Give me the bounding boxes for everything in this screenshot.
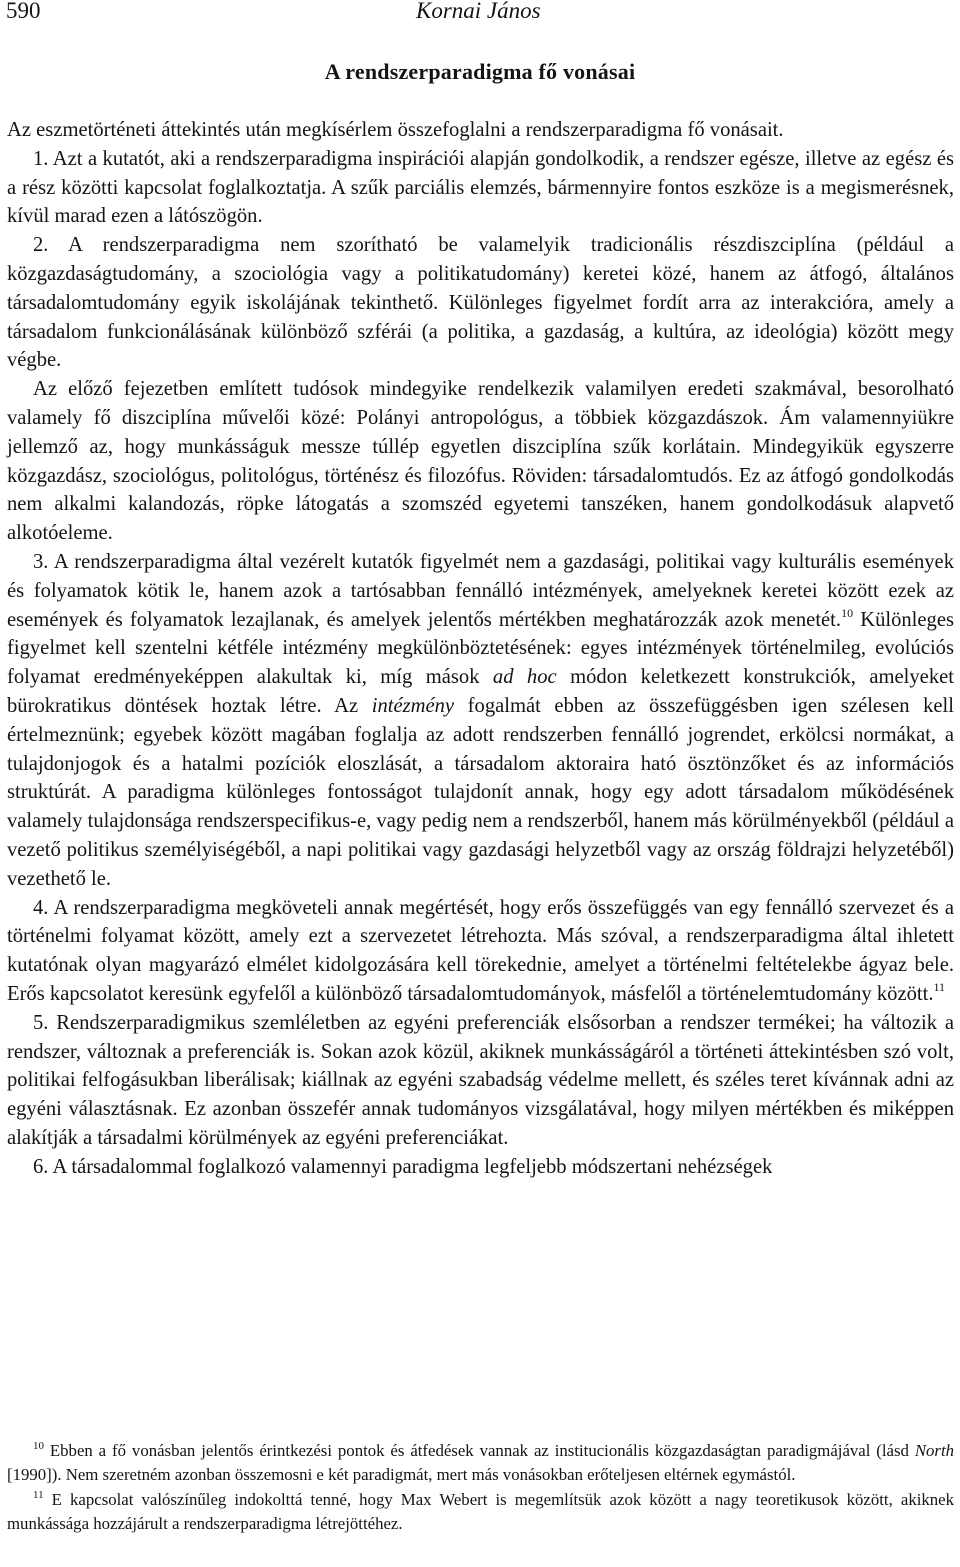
intro-paragraph: Az eszmetörténeti áttekintés után megkísérlem összefoglalni a rendszerparadigma fő vonásait. xyxy=(7,119,784,141)
point-5-paragraph: 5. Rendszerparadigmikus szemléletben az egyéni preferenciák elsősorban a rendszer termékei; ha változik a rendszer, változnak a preferenciák is. Sokan azok közül, akiknek munkásságáról a történeti áttekintésben szó volt, politikai felfogásukban liberálisak; kiállnak az egyéni szabadság védelme mellett, és széles teret kívánnak adni az egyéni választásnak. Ez azonban összefér annak tudományos vizsgálatával, hogy milyen mértékben és miképpen alakítják a társadalmi körülmények az egyéni preferenciákat. xyxy=(7,1011,954,1149)
point-3-text-c: módon keletkezett konstrukciók, amelyeket bürokratikus döntések hoztak létre. Az xyxy=(7,666,954,717)
footnote-11-number: 11 xyxy=(33,1489,44,1501)
body-text xyxy=(7,116,954,1181)
section-title: A rendszerparadigma fő vonásai xyxy=(324,59,636,84)
page-number: 590 xyxy=(6,0,41,23)
footnotes xyxy=(7,1439,954,1537)
point-3-text-d: fogalmát ebben az összefüggésben igen szélesen kell értelmeznünk; egyebek között magában foglalja az adott rendszerben fennálló jogrendet, erkölcsi normákat, a tulajdonjogok és a hatalmi pozíciók eloszlását, a társadalom aktoraira ható ösztönzőket és az információs struktúrát. A paradigma különleges fontosságot tulajdonít annak, hogy egy adott társadalom működésének valamely tulajdonsága rendszerspecifikus-e, vagy pedig nem a rendszerből, hanem más körülményekből (például a vezető politikus személyiségéből, a napi politikai vagy gazdasági helyzetből vagy az ország földrajzi helyzetéből) vezethető le. xyxy=(7,694,954,890)
footnote-10-number: 10 xyxy=(33,1440,44,1452)
point-3-paragraph xyxy=(7,548,954,894)
point-2-paragraph: 2. A rendszerparadigma nem szorítható be valamelyik tradicionális részdiszciplína (például a közgazdaságtudomány, a szociológia vagy a politikatudomány) keretei közé, hanem az átfogó, általános társadalomtudomány egyik iskolájának tekinthető. Különleges figyelmet fordít arra az interakcióra, amely a társadalom funkcionálásának különböző szférái (a politika, a gazdaság, a kultúra, az ideológia) között megy végbe. xyxy=(7,234,954,372)
page-header xyxy=(6,0,952,28)
point-3-italic-ad-hoc: ad hoc xyxy=(492,666,557,689)
footnote-ref-11: 11 xyxy=(933,979,946,994)
point-3-italic-intezmeny: intézmény xyxy=(371,694,455,717)
footnote-10-text-a: Ebben a fő vonásban jelentős érintkezési pontok és átfedések vannak az institucionális közgazdaságtan paradigmájával (lásd xyxy=(44,1441,915,1460)
point-4-text: 4. A rendszerparadigma megköveteli annak megértését, hogy erős összefüggés van egy fennálló szervezet és a történelmi folyamat között, amely ezt a szervezetet létrehozta. Más szóval, a rendszerparadigma által ihletett kutatónak olyan magyarázó elmélet kidolgozására kell törekednie, amelyet a történelmi feltételekbe ágyaz bele. Erős kapcsolatot keresünk egyfelől a különböző társadalomtudományok, másfelől a történelemtudomány között. xyxy=(7,896,954,1005)
footnote-11-text: E kapcsolat valószínűleg indokolttá tenné, hogy Max Webert is megemlítsük azok között a nagy teoretikusok között, akiknek munkássága hozzájárult a rendszerparadigma létrejöttéhez. xyxy=(7,1490,954,1533)
running-head-author: Kornai János xyxy=(416,0,541,23)
footnote-11 xyxy=(7,1488,954,1536)
point-1-paragraph: 1. Azt a kutatót, aki a rendszerparadigma inspirációi alapján gondolkodik, a rendszer egésze, illetve az egész és a rész közötti kapcsolat foglalkoztatja. A szűk parciális elemzés, bármennyire fontos eszköze is a megismerésnek, kívül marad ezen a látószögön. xyxy=(7,147,954,228)
point-4-paragraph xyxy=(7,894,954,1009)
point-2-continuation-paragraph: Az előző fejezetben említett tudósok mindegyike rendelkezik valamilyen eredeti szakmával, besorolható valamely fő diszciplína művelői közé: Polányi antropológus, a többiek közgazdászok. Ám valamennyiükre jellemző az, hogy munkásságuk messze túllép egyetlen diszciplína szűk korlátain. Mindegyikük egyszerre közgazdász, szociológus, politológus, történész és filozófus. Röviden: társadalomtudós. Ez az átfogó gondolkodás nem alkalmi kalandozás, röpke látogatás a szomszéd egyetemi tanszéken, hanem gondolkodásuk alapvető alkotóeleme. xyxy=(7,378,954,545)
point-6-paragraph: 6. A társadalommal foglalkozó valamennyi paradigma legfeljebb módszertani nehézségek xyxy=(33,1155,773,1178)
point-3-text-b: Különleges figyelmet kell szentelni kétféle intézmény megkülönböztetésének: egyes intézmények történelmileg, evolúciós folyamat eredményeképpen alakultak ki, míg mások xyxy=(7,608,954,689)
footnote-10 xyxy=(7,1439,954,1487)
footnote-10-italic-north: North xyxy=(914,1441,954,1460)
footnote-10-text-b: [1990]). Nem szeretném azonban összemosni e két paradigmát, mert más vonásokban erőteljesen eltérnek egymástól. xyxy=(7,1465,796,1484)
footnote-ref-10: 10 xyxy=(841,605,854,620)
point-3-text-a: 3. A rendszerparadigma által vezérelt kutatók figyelmét nem a gazdasági, politikai vagy kulturális események és folyamatok kötik le, hanem azok a tartósabban fennálló intézmények, amelyeknek keretei között ezek az események és folyamatok lezajlanak, és amelyek jelentős mértékben meghatározzák azok menetét. xyxy=(7,550,954,631)
